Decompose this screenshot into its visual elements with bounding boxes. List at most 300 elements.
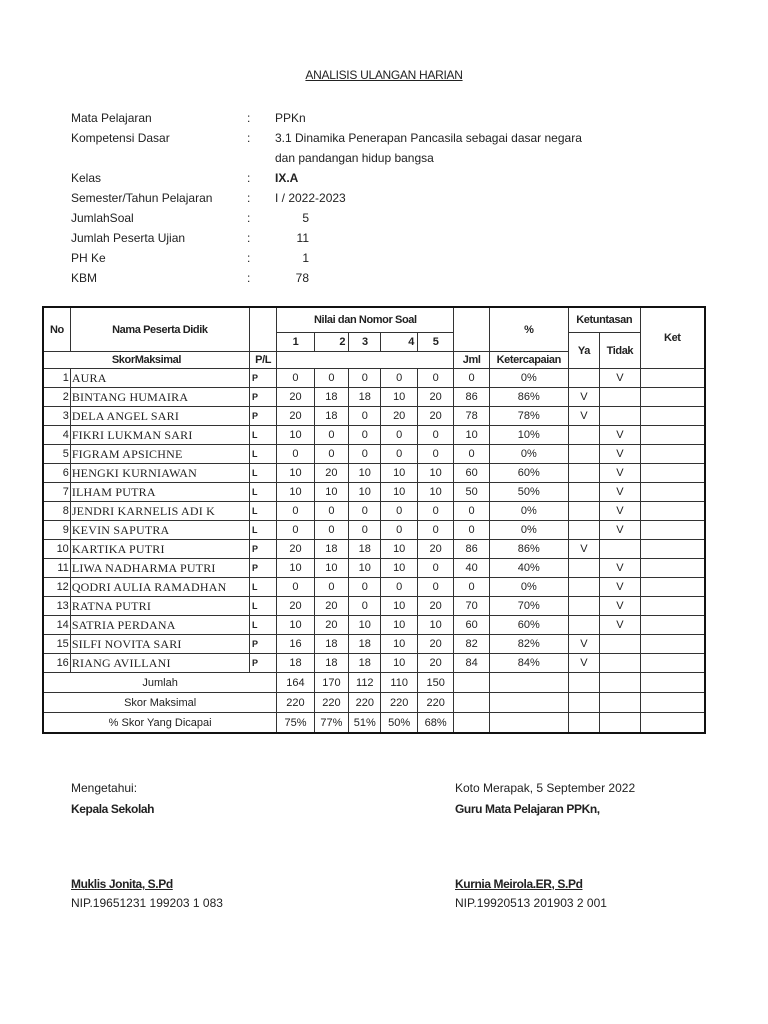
score-cell: 10 xyxy=(349,483,381,502)
summary-value: 110 xyxy=(381,673,417,693)
ket-cell xyxy=(640,445,705,464)
ket-cell xyxy=(640,521,705,540)
student-gender: P xyxy=(249,540,276,559)
score-cell: 0 xyxy=(314,578,348,597)
row-no: 7 xyxy=(43,483,70,502)
row-no: 15 xyxy=(43,635,70,654)
header-soal-5: 5 xyxy=(417,333,454,352)
student-name: SATRIA PERDANA xyxy=(70,616,249,635)
info-colon: : xyxy=(247,131,251,145)
score-cell: 20 xyxy=(314,616,348,635)
score-cell: 0 xyxy=(349,407,381,426)
header-nama: Nama Peserta Didik xyxy=(70,307,249,352)
total-score: 86 xyxy=(454,540,489,559)
summary-blank xyxy=(489,693,568,713)
info-colon: : xyxy=(247,271,251,285)
table-row xyxy=(43,445,705,464)
ket-cell xyxy=(640,597,705,616)
student-gender: P xyxy=(249,654,276,673)
row-no: 16 xyxy=(43,654,70,673)
row-no: 6 xyxy=(43,464,70,483)
document-title: ANALISIS ULANGAN HARIAN xyxy=(305,68,463,82)
score-cell: 0 xyxy=(277,578,314,597)
header-jml: Jml xyxy=(454,352,489,369)
summary-row xyxy=(43,673,705,693)
student-gender: L xyxy=(249,483,276,502)
score-cell: 20 xyxy=(277,407,314,426)
tuntas-ya xyxy=(568,502,599,521)
total-score: 70 xyxy=(454,597,489,616)
student-gender: L xyxy=(249,578,276,597)
score-cell: 10 xyxy=(277,426,314,445)
score-cell: 10 xyxy=(277,483,314,502)
summary-value: 170 xyxy=(314,673,348,693)
info-value: PPKn xyxy=(275,111,306,125)
score-cell: 0 xyxy=(314,502,348,521)
score-cell: 18 xyxy=(314,407,348,426)
table-row xyxy=(43,407,705,426)
summary-blank xyxy=(600,673,640,693)
tuntas-ya: V xyxy=(568,635,599,654)
total-score: 40 xyxy=(454,559,489,578)
score-cell: 10 xyxy=(277,559,314,578)
tuntas-tidak: V xyxy=(600,559,640,578)
table-row xyxy=(43,616,705,635)
score-cell: 0 xyxy=(417,521,454,540)
score-cell: 0 xyxy=(381,445,417,464)
header-jml-top xyxy=(454,307,489,352)
table-row xyxy=(43,654,705,673)
score-cell: 10 xyxy=(381,616,417,635)
summary-blank xyxy=(600,693,640,713)
score-cell: 18 xyxy=(277,654,314,673)
score-table xyxy=(42,306,706,734)
score-cell: 20 xyxy=(314,597,348,616)
score-cell: 18 xyxy=(314,654,348,673)
tuntas-tidak: V xyxy=(600,502,640,521)
summary-value: 77% xyxy=(314,713,348,734)
table-row xyxy=(43,369,705,388)
summary-blank xyxy=(640,673,705,693)
ket-cell xyxy=(640,388,705,407)
tuntas-ya xyxy=(568,445,599,464)
table-row xyxy=(43,597,705,616)
info-value: 11 xyxy=(296,231,309,245)
tuntas-tidak: V xyxy=(600,445,640,464)
summary-blank xyxy=(568,713,599,734)
student-gender: L xyxy=(249,445,276,464)
sign-right-label: Koto Merapak, 5 September 2022 xyxy=(455,781,636,795)
info-label: Kelas xyxy=(71,171,102,185)
summary-value: 220 xyxy=(381,693,417,713)
total-score: 82 xyxy=(454,635,489,654)
summary-value: 50% xyxy=(381,713,417,734)
row-no: 12 xyxy=(43,578,70,597)
student-gender: L xyxy=(249,502,276,521)
tuntas-ya xyxy=(568,559,599,578)
header-soal-1: 1 xyxy=(277,333,314,352)
score-cell: 20 xyxy=(314,464,348,483)
percent-score: 86% xyxy=(489,540,568,559)
sign-right-nip: NIP.19920513 201903 2 001 xyxy=(455,896,607,910)
student-name: SILFI NOVITA SARI xyxy=(70,635,249,654)
ket-cell xyxy=(640,559,705,578)
header-tidak: Tidak xyxy=(600,333,640,369)
summary-value: 75% xyxy=(277,713,314,734)
summary-value: 68% xyxy=(417,713,454,734)
student-name: QODRI AULIA RAMADHAN xyxy=(70,578,249,597)
score-cell: 10 xyxy=(381,388,417,407)
header-no: No xyxy=(43,307,70,352)
sign-right-role: Guru Mata Pelajaran PPKn, xyxy=(455,802,600,816)
score-cell: 18 xyxy=(349,388,381,407)
info-colon: : xyxy=(247,231,251,245)
score-cell: 0 xyxy=(314,521,348,540)
info-value: dan pandangan hidup bangsa xyxy=(275,151,434,165)
score-cell: 0 xyxy=(381,426,417,445)
summary-blank xyxy=(454,693,489,713)
ket-cell xyxy=(640,369,705,388)
total-score: 78 xyxy=(454,407,489,426)
score-cell: 0 xyxy=(381,369,417,388)
student-name: KARTIKA PUTRI xyxy=(70,540,249,559)
summary-blank xyxy=(454,673,489,693)
total-score: 60 xyxy=(454,464,489,483)
ket-cell xyxy=(640,635,705,654)
tuntas-ya xyxy=(568,578,599,597)
tuntas-ya xyxy=(568,464,599,483)
row-no: 11 xyxy=(43,559,70,578)
tuntas-tidak xyxy=(600,635,640,654)
info-label: PH Ke xyxy=(71,251,106,265)
score-cell: 0 xyxy=(277,445,314,464)
summary-blank xyxy=(640,713,705,734)
score-cell: 10 xyxy=(417,616,454,635)
score-cell: 10 xyxy=(381,559,417,578)
student-gender: P xyxy=(249,635,276,654)
tuntas-tidak xyxy=(600,540,640,559)
student-gender: P xyxy=(249,388,276,407)
ket-cell xyxy=(640,616,705,635)
student-name: BINTANG HUMAIRA xyxy=(70,388,249,407)
summary-blank xyxy=(489,673,568,693)
score-cell: 10 xyxy=(381,464,417,483)
info-value: 1 xyxy=(302,251,309,265)
student-name: AURA xyxy=(70,369,249,388)
percent-score: 70% xyxy=(489,597,568,616)
summary-row xyxy=(43,693,705,713)
tuntas-ya: V xyxy=(568,407,599,426)
percent-score: 0% xyxy=(489,502,568,521)
student-gender: P xyxy=(249,407,276,426)
student-name: FIGRAM APSICHNE xyxy=(70,445,249,464)
row-no: 5 xyxy=(43,445,70,464)
percent-score: 10% xyxy=(489,426,568,445)
score-cell: 0 xyxy=(277,369,314,388)
info-label: Jumlah Peserta Ujian xyxy=(71,231,186,245)
row-no: 13 xyxy=(43,597,70,616)
student-name: RATNA PUTRI xyxy=(70,597,249,616)
header-ya: Ya xyxy=(568,333,599,369)
tuntas-tidak: V xyxy=(600,464,640,483)
header-skor-maksimal: SkorMaksimal xyxy=(43,352,249,369)
percent-score: 40% xyxy=(489,559,568,578)
score-cell: 20 xyxy=(417,407,454,426)
summary-value: 220 xyxy=(277,693,314,713)
score-cell: 0 xyxy=(314,445,348,464)
summary-value: 164 xyxy=(277,673,314,693)
total-score: 84 xyxy=(454,654,489,673)
ket-cell xyxy=(640,483,705,502)
total-score: 0 xyxy=(454,369,489,388)
info-label: Kompetensi Dasar xyxy=(71,131,170,145)
sign-left-role: Kepala Sekolah xyxy=(71,802,155,816)
student-name: FIKRI LUKMAN SARI xyxy=(70,426,249,445)
summary-blank xyxy=(454,713,489,734)
score-cell: 18 xyxy=(314,635,348,654)
score-cell: 16 xyxy=(277,635,314,654)
score-cell: 0 xyxy=(417,426,454,445)
sign-left-label: Mengetahui: xyxy=(71,781,138,795)
row-no: 9 xyxy=(43,521,70,540)
score-cell: 10 xyxy=(381,654,417,673)
percent-score: 0% xyxy=(489,521,568,540)
score-cell: 0 xyxy=(349,426,381,445)
info-label: Semester/Tahun Pelajaran xyxy=(71,191,213,205)
tuntas-ya xyxy=(568,521,599,540)
tuntas-ya: V xyxy=(568,540,599,559)
header-ket: Ket xyxy=(640,307,705,369)
student-name: LIWA NADHARMA PUTRI xyxy=(70,559,249,578)
row-no: 14 xyxy=(43,616,70,635)
score-cell: 10 xyxy=(381,540,417,559)
tuntas-ya xyxy=(568,369,599,388)
info-colon: : xyxy=(247,251,251,265)
score-cell: 0 xyxy=(417,369,454,388)
table-row xyxy=(43,635,705,654)
row-no: 10 xyxy=(43,540,70,559)
student-gender: L xyxy=(249,616,276,635)
student-gender: P xyxy=(249,559,276,578)
header-soal-3: 3 xyxy=(349,333,381,352)
score-cell: 20 xyxy=(417,388,454,407)
header-blank-soal xyxy=(277,352,454,369)
tuntas-ya xyxy=(568,483,599,502)
summary-value: 51% xyxy=(349,713,381,734)
student-gender: L xyxy=(249,464,276,483)
student-name: KEVIN SAPUTRA xyxy=(70,521,249,540)
percent-score: 60% xyxy=(489,464,568,483)
info-label: Mata Pelajaran xyxy=(71,111,152,125)
student-name: HENGKI KURNIAWAN xyxy=(70,464,249,483)
header-soal-4: 4 xyxy=(381,333,417,352)
tuntas-tidak: V xyxy=(600,578,640,597)
tuntas-ya xyxy=(568,426,599,445)
info-value: 78 xyxy=(295,271,309,285)
total-score: 0 xyxy=(454,578,489,597)
score-cell: 10 xyxy=(381,483,417,502)
header-persen: Ketercapaian xyxy=(489,352,568,369)
score-cell: 0 xyxy=(417,559,454,578)
student-gender: P xyxy=(249,369,276,388)
tuntas-ya: V xyxy=(568,388,599,407)
score-cell: 20 xyxy=(417,654,454,673)
row-no: 8 xyxy=(43,502,70,521)
table-row xyxy=(43,483,705,502)
summary-value: 220 xyxy=(349,693,381,713)
total-score: 0 xyxy=(454,502,489,521)
tuntas-tidak xyxy=(600,388,640,407)
tuntas-ya xyxy=(568,616,599,635)
score-cell: 20 xyxy=(277,540,314,559)
summary-value: 112 xyxy=(349,673,381,693)
score-cell: 0 xyxy=(349,369,381,388)
percent-score: 86% xyxy=(489,388,568,407)
score-cell: 0 xyxy=(314,369,348,388)
table-row xyxy=(43,540,705,559)
row-no: 1 xyxy=(43,369,70,388)
score-cell: 20 xyxy=(381,407,417,426)
info-value: 5 xyxy=(302,211,309,225)
tuntas-tidak: V xyxy=(600,597,640,616)
total-score: 10 xyxy=(454,426,489,445)
score-cell: 10 xyxy=(381,597,417,616)
summary-label: Jumlah xyxy=(43,673,277,693)
header-ketuntasan: Ketuntasan xyxy=(568,307,640,333)
table-row xyxy=(43,559,705,578)
student-name: DELA ANGEL SARI xyxy=(70,407,249,426)
summary-blank xyxy=(489,713,568,734)
score-cell: 0 xyxy=(349,445,381,464)
table-row xyxy=(43,464,705,483)
score-cell: 0 xyxy=(349,502,381,521)
summary-row xyxy=(43,713,705,734)
header-pl: P/L xyxy=(249,352,276,369)
score-cell: 10 xyxy=(381,635,417,654)
score-cell: 0 xyxy=(381,521,417,540)
score-cell: 10 xyxy=(314,483,348,502)
ket-cell xyxy=(640,407,705,426)
score-cell: 18 xyxy=(349,540,381,559)
info-value: I / 2022-2023 xyxy=(275,191,346,205)
summary-blank xyxy=(640,693,705,713)
score-cell: 20 xyxy=(277,597,314,616)
student-gender: L xyxy=(249,521,276,540)
tuntas-tidak: V xyxy=(600,369,640,388)
total-score: 60 xyxy=(454,616,489,635)
score-cell: 0 xyxy=(381,502,417,521)
info-colon: : xyxy=(247,171,251,185)
score-cell: 18 xyxy=(314,388,348,407)
header-persen-symbol: % xyxy=(489,307,568,352)
score-cell: 0 xyxy=(417,445,454,464)
score-cell: 10 xyxy=(349,616,381,635)
total-score: 86 xyxy=(454,388,489,407)
tuntas-tidak: V xyxy=(600,483,640,502)
percent-score: 60% xyxy=(489,616,568,635)
score-cell: 10 xyxy=(314,559,348,578)
ket-cell xyxy=(640,426,705,445)
score-cell: 0 xyxy=(314,426,348,445)
ket-cell xyxy=(640,502,705,521)
tuntas-tidak: V xyxy=(600,521,640,540)
score-cell: 0 xyxy=(349,578,381,597)
score-cell: 10 xyxy=(349,559,381,578)
score-cell: 18 xyxy=(349,654,381,673)
score-cell: 0 xyxy=(277,502,314,521)
percent-score: 78% xyxy=(489,407,568,426)
info-value: IX.A xyxy=(275,171,299,185)
student-name: RIANG AVILLANI xyxy=(70,654,249,673)
summary-label: Skor Maksimal xyxy=(43,693,277,713)
info-value: 3.1 Dinamika Penerapan Pancasila sebagai dasar negara xyxy=(275,131,582,145)
table-row xyxy=(43,521,705,540)
student-gender: L xyxy=(249,597,276,616)
score-cell: 0 xyxy=(417,502,454,521)
info-label: JumlahSoal xyxy=(71,211,134,225)
student-name: ILHAM PUTRA xyxy=(70,483,249,502)
student-name: JENDRI KARNELIS ADI K xyxy=(70,502,249,521)
summary-value: 220 xyxy=(314,693,348,713)
sign-right-name: Kurnia Meirola.ER, S.Pd xyxy=(455,877,583,891)
score-cell: 20 xyxy=(277,388,314,407)
tuntas-ya: V xyxy=(568,654,599,673)
summary-blank xyxy=(568,673,599,693)
tuntas-ya xyxy=(568,597,599,616)
score-cell: 20 xyxy=(417,540,454,559)
percent-score: 0% xyxy=(489,445,568,464)
summary-blank xyxy=(600,713,640,734)
ket-cell xyxy=(640,654,705,673)
score-cell: 0 xyxy=(381,578,417,597)
percent-score: 82% xyxy=(489,635,568,654)
summary-value: 220 xyxy=(417,693,454,713)
header-blank xyxy=(249,307,276,352)
total-score: 0 xyxy=(454,521,489,540)
score-cell: 10 xyxy=(417,464,454,483)
tuntas-tidak xyxy=(600,407,640,426)
percent-score: 0% xyxy=(489,369,568,388)
ket-cell xyxy=(640,464,705,483)
info-colon: : xyxy=(247,111,251,125)
score-cell: 0 xyxy=(349,597,381,616)
percent-score: 84% xyxy=(489,654,568,673)
row-no: 3 xyxy=(43,407,70,426)
header-nilai: Nilai dan Nomor Soal xyxy=(277,307,454,333)
table-row xyxy=(43,578,705,597)
row-no: 4 xyxy=(43,426,70,445)
total-score: 50 xyxy=(454,483,489,502)
summary-blank xyxy=(568,693,599,713)
score-cell: 18 xyxy=(314,540,348,559)
summary-label: % Skor Yang Dicapai xyxy=(43,713,277,734)
ket-cell xyxy=(640,578,705,597)
tuntas-tidak: V xyxy=(600,616,640,635)
summary-value: 150 xyxy=(417,673,454,693)
score-cell: 10 xyxy=(277,464,314,483)
score-cell: 10 xyxy=(349,464,381,483)
table-row xyxy=(43,426,705,445)
table-row xyxy=(43,388,705,407)
sign-left-nip: NIP.19651231 199203 1 083 xyxy=(71,896,223,910)
info-colon: : xyxy=(247,191,251,205)
score-cell: 10 xyxy=(277,616,314,635)
score-cell: 20 xyxy=(417,635,454,654)
tuntas-tidak xyxy=(600,654,640,673)
score-cell: 10 xyxy=(417,483,454,502)
sign-left-name: Muklis Jonita, S.Pd xyxy=(71,877,173,891)
score-cell: 0 xyxy=(277,521,314,540)
